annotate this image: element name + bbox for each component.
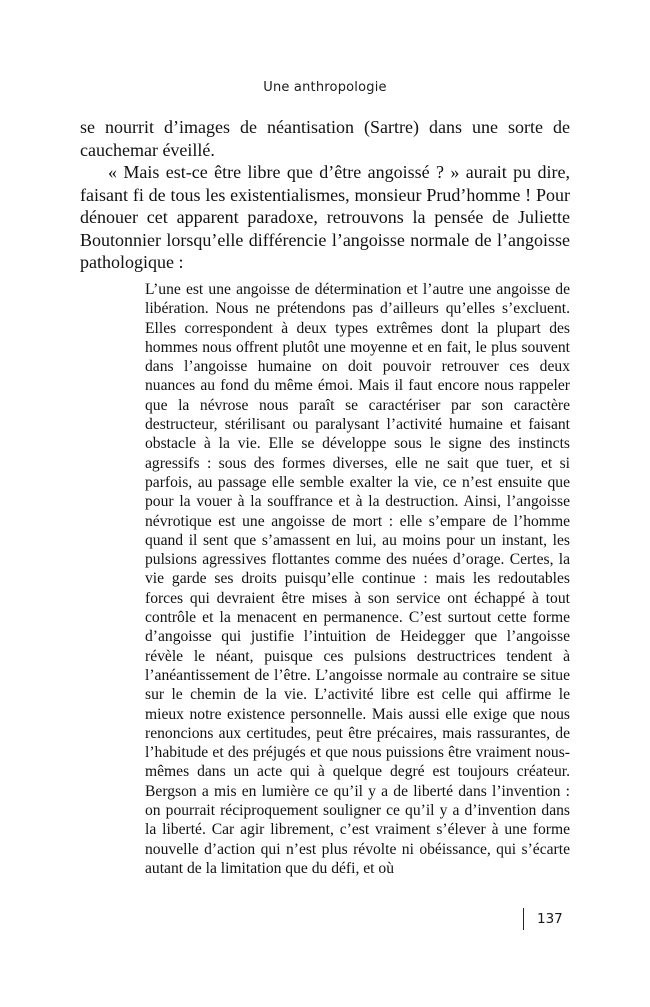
folio-rule xyxy=(523,908,524,930)
body-paragraph-1: se nourrit d’images de néantisation (Sartre) dans une sorte de cauchemar éveillé. xyxy=(80,117,570,160)
folio xyxy=(523,908,563,930)
running-head: Une anthropologie xyxy=(263,80,387,95)
body-paragraph-2: « Mais est-ce être libre que d’être angoissé ? » aurait pu dire, faisant fi de tous les existentialismes, monsieur Prud’homme ! Pour dénouer cet apparent paradoxe, retrouvons la pensée de Juliette Boutonnier lorsqu’elle différencie l’angoisse normale de l’angoisse pathologique : xyxy=(80,162,570,272)
page-number: 137 xyxy=(537,911,563,927)
body-text xyxy=(80,116,570,274)
quote-text: L’une est une angoisse de détermination et l’autre une angoisse de libération. Nous ne prétendons pas d’ailleurs qu’elles s’excluent. Elles correspondent à deux types extrêmes dont la plupart des hommes nous offrent plutôt une moyenne et en fait, le plus souvent dans l’angoisse humaine on doit pouvoir retrouver ces deux nuances au fond du même émoi. Mais il faut encore nous rappeler que la névrose nous paraît se caractériser par son caractère destructeur, stérilisant ou paralysant l’activité humaine et faisant obstacle à la vie. Elle se développe sous le signe des instincts agressifs : sous des formes diverses, elle ne sait que tuer, et si parfois, au passage elle semble exalter la vie, ce n’est ensuite que pour la vouer à la souffrance et à la destruction. Ainsi, l’angoisse névrotique est une angoisse de mort : elle s’empare de l’homme quand il sent que s’amassent en lui, au moins pour un instant, les pulsions agressives flottantes comme des nuées d’orage. Certes, la vie garde ses droits puisqu’elle continue : mais les redoutables forces qui devraient être mises à son service ont échappé à tout contrôle et la menacent en permanence. C’est surtout cette forme d’angoisse qui justifie l’intuition de Heidegger que l’angoisse révèle le néant, puisque ces pulsions destructrices tendent à l’anéantissement de l’être. L’angoisse normale au contraire se situe sur le chemin de la vie. L’activité libre est celle qui affirme le mieux notre existence personnelle. Mais aussi elle exige que nous renoncions aux certitudes, peut être précaires, mais rassurantes, de l’habitude et des préjugés et que nous puissions être vraiment nous-mêmes dans un acte qui à quelque degré est toujours créateur. Bergson a mis en lumière ce qu’il y a de liberté dans l’invention : on pourrait réciproquement souligner ce qu’il y a d’invention dans la liberté. Car agir librement, c’est vraiment s’élever à une forme nouvelle d’action qui n’est plus révolte ni obéissance, qui s’écarte autant de la limitation que du défi, et où xyxy=(145,281,570,877)
block-quote xyxy=(145,280,570,878)
